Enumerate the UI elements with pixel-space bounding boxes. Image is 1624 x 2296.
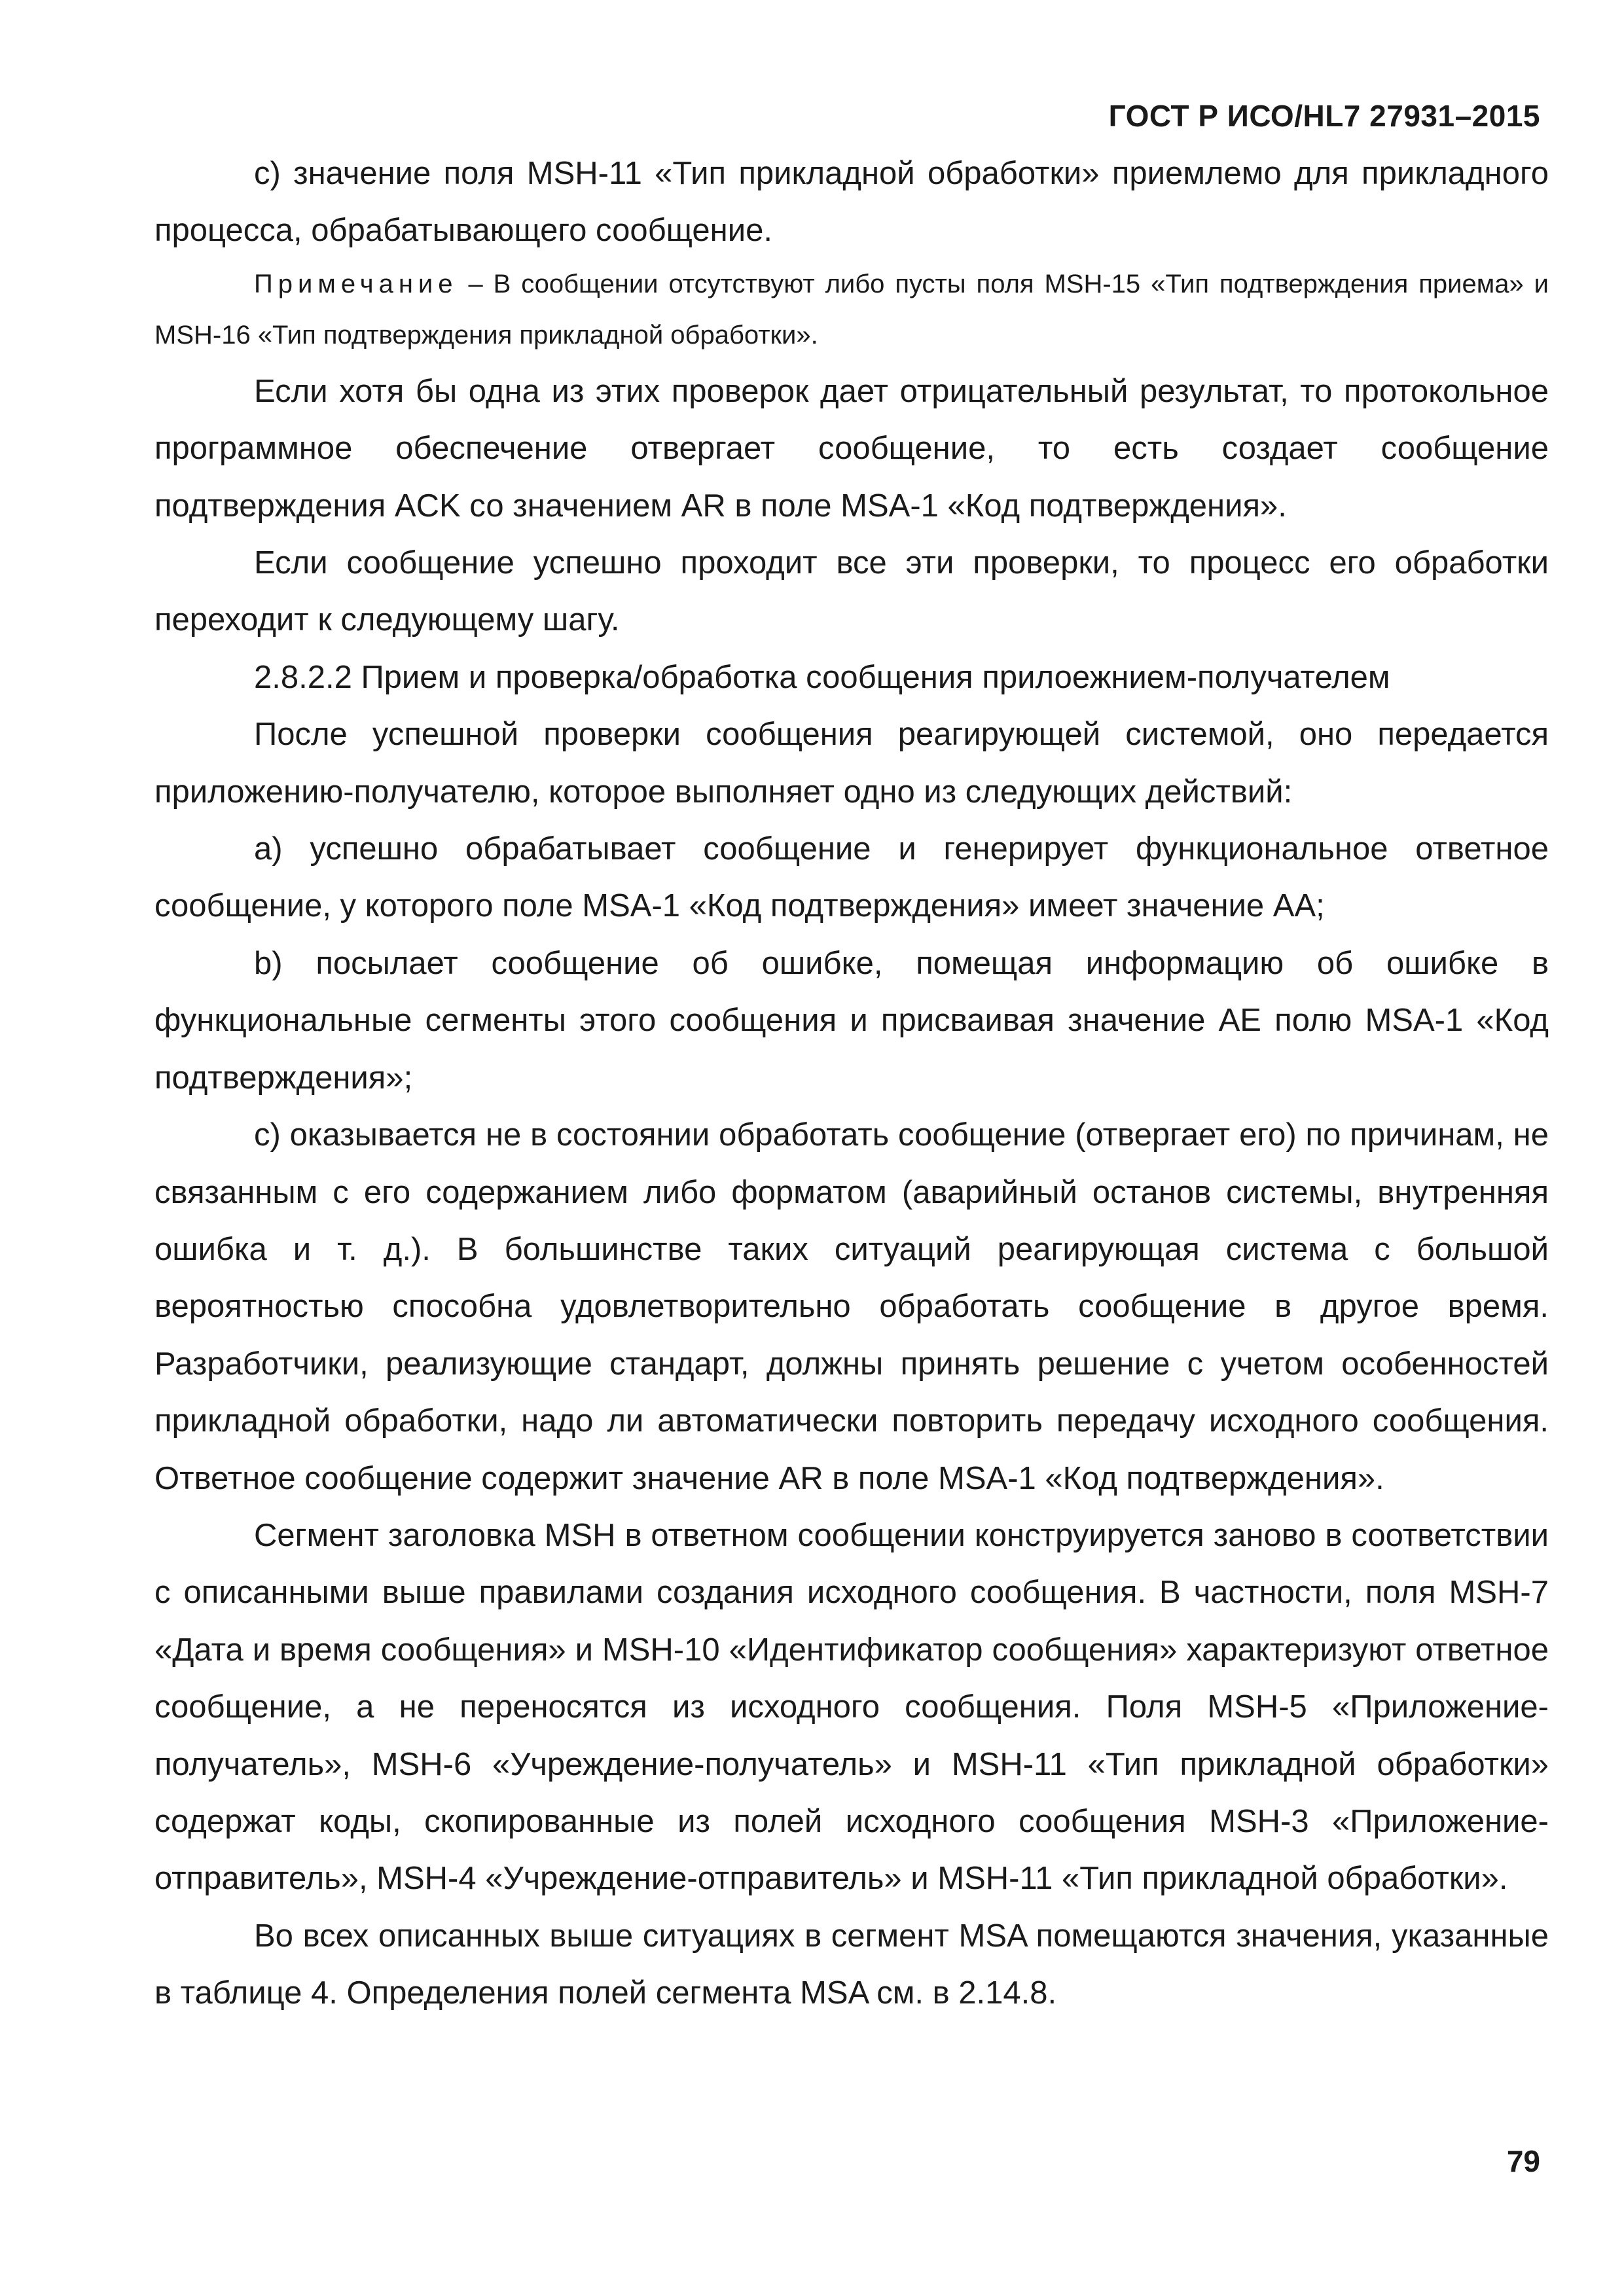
paragraph-after-check: После успешной проверки сообщения реагирующей системой, оно передается приложению-получателю, которое выполняет одно из следующих действий: xyxy=(154,717,1549,810)
note-text: – В сообщении отсутствуют либо пусты поля MSH-15 «Тип подтверждения приема» и MSH-16 «Тип подтверждения прикладной обработки». xyxy=(154,269,1549,350)
paragraph-item-a: a) успешно обрабатывает сообщение и генерирует функциональное ответное сообщение, у которого поле MSA-1 «Код подтверждения» имеет значение AA; xyxy=(154,831,1549,924)
paragraph-rejection: Если хотя бы одна из этих проверок дает отрицательный результат, то протокольное программное обеспечение отвергает сообщение, то есть создает сообщение подтверждения ACK со значением AR в поле MSA-1 «Код подтверждения». xyxy=(154,373,1549,524)
paragraph-item-b: b) посылает сообщение об ошибке, помещая информацию об ошибке в функциональные сегменты этого сообщения и присваивая значение AE полю MSA-1 «Код подтверждения»; xyxy=(154,945,1549,1096)
paragraph-item-c-check: c) значение поля MSH-11 «Тип прикладной обработки» приемлемо для прикладного процесса, обрабатывающего сообщение. xyxy=(154,156,1549,249)
note-label: Примечание xyxy=(254,269,458,298)
paragraph-msa-segment: Во всех описанных выше ситуациях в сегмент MSA помещаются значения, указанные в таблице 4. Определения полей сегмента MSA см. в 2.14.8. xyxy=(154,1918,1549,2011)
paragraph-item-c: c) оказывается не в состоянии обработать сообщение (отвергает его) по причинам, не связанным с его содержанием либо форматом (аварийный останов системы, внутренняя ошибка и т. д.). В большинстве таких ситуаций реагирующая система с большой вероятностью способна удовлетворительно обработать сообщение в другое время. Разработчики, реализующие стандарт, должны принять решение с учетом особенностей прикладной обработки, надо ли автоматически повторить передачу исходного сообщения. Ответное сообщение содержит значение AR в поле MSA-1 «Код подтверждения». xyxy=(154,1117,1549,1496)
section-heading-2-8-2-2: 2.8.2.2 Прием и проверка/обработка сообщения прилоежнием-получателем xyxy=(254,659,1390,695)
document-body xyxy=(154,145,1549,2022)
page-number: 79 xyxy=(1506,2144,1540,2178)
paragraph-msh-segment: Сегмент заголовка MSH в ответном сообщении конструируется заново в соответствии с описанными выше правилами создания исходного сообщения. В частности, поля MSH-7 «Дата и время сообщения» и MSH-10 «Идентификатор сообщения» характеризуют ответное сообщение, а не переносятся из исходного сообщения. Поля MSH-5 «Приложение-получатель», MSH-6 «Учреждение-получатель» и MSH-11 «Тип прикладной обработки» содержат коды, скопированные из полей исходного сообщения MSH-3 «Приложение-отправитель», MSH-4 «Учреждение-отправитель» и MSH-11 «Тип прикладной обработки». xyxy=(154,1517,1549,1897)
page-header-standard-id: ГОСТ Р ИСО/HL7 27931–2015 xyxy=(1108,99,1540,133)
note-paragraph xyxy=(154,259,1549,361)
paragraph-success: Если сообщение успешно проходит все эти проверки, то процесс его обработки переходит к следующему шагу. xyxy=(154,545,1549,638)
